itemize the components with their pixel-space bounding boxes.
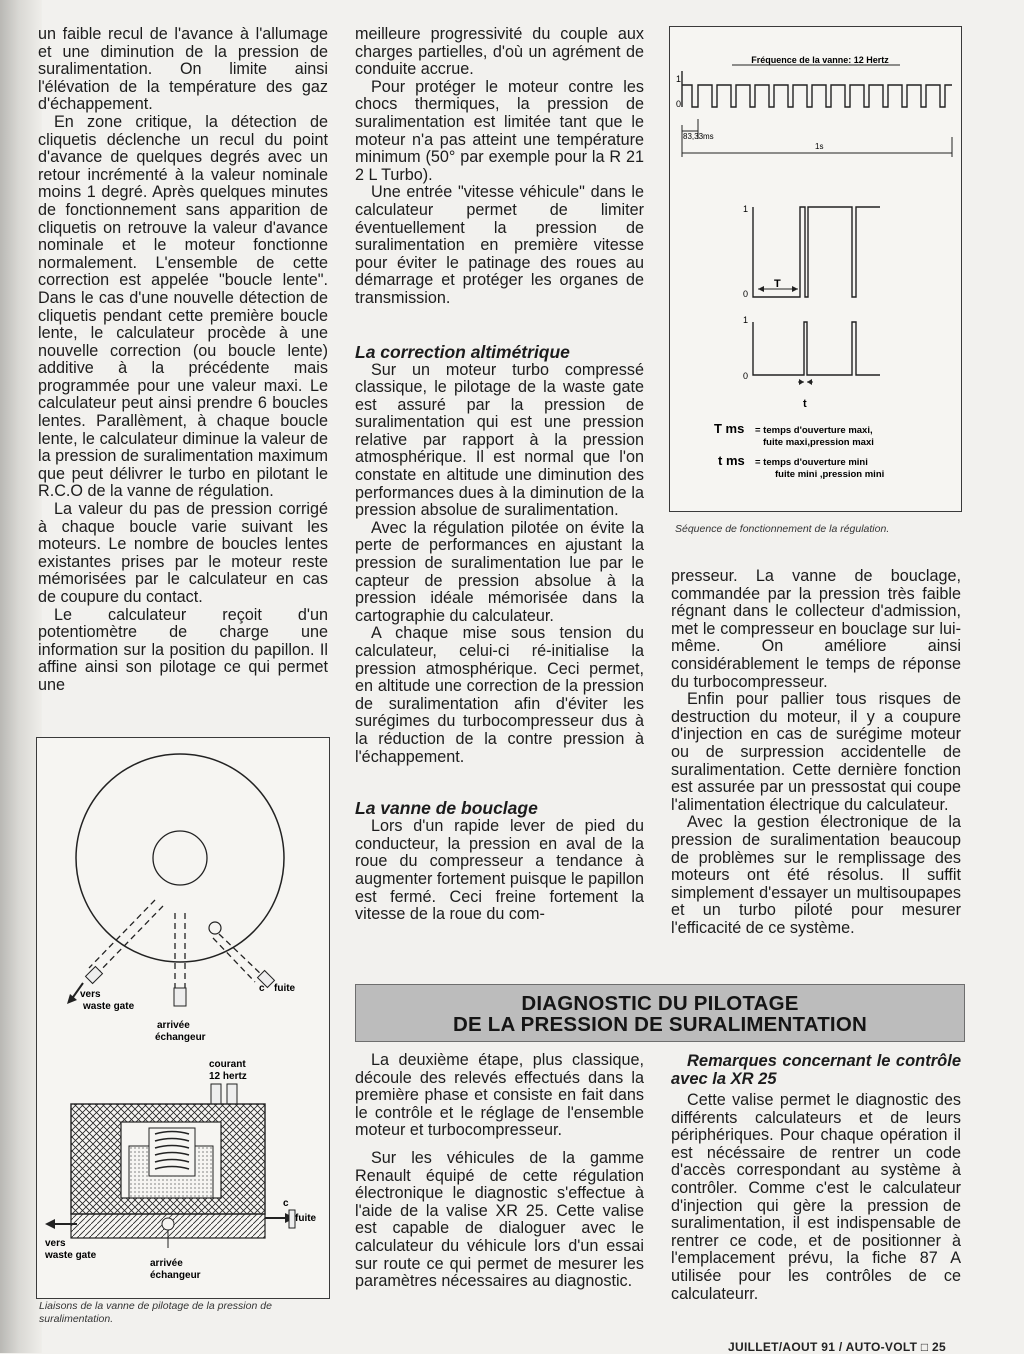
t-label: t <box>803 398 807 410</box>
level-1-label: 1 <box>676 74 682 84</box>
min-opening-wave <box>753 322 880 375</box>
paragraph: La deuxième étape, plus classique, découle des relevés effectués dans la première phase et consiste en fait dans le contrôle et le réglage de l'ensemble moteur et turbocompresseur. <box>355 1051 644 1140</box>
paragraph: La valeur du pas de pression corrigé à chaque boucle varie suivant les moteurs. Le nombre de boucles lentes existantes prises par le moteur reste mémorisées par le calculateur en cas de coupure du contact. <box>38 500 328 606</box>
legend-T-text: fuite maxi,pression maxi <box>763 437 874 448</box>
period-label: 83,33ms <box>683 132 714 141</box>
label-c: c <box>283 1198 289 1209</box>
banner-line-2: DE LA PRESSION DE SURALIMENTATION <box>453 1013 867 1036</box>
paragraph: meilleure progressivité du couple aux charges partielles, d'où un agrément de conduite accrue. <box>355 25 644 79</box>
column-2 <box>355 26 644 924</box>
label-courant: courant <box>209 1059 246 1070</box>
figure-caption: Séquence de fonctionnement de la régulation. <box>675 523 890 535</box>
valve-diagram-figure <box>36 737 330 1299</box>
paragraph: presseur. La vanne de bouclage, commandée par la pression très faible régnant dans le collecteur d'admission, met le compresseur en bouclage sur lui-même. On améliore ainsi considérablement le temps de réponse du turbocompresseur. <box>671 567 961 691</box>
level-0-label: 0 <box>743 289 749 299</box>
label-hertz: 12 hertz <box>209 1071 247 1082</box>
legend-T-text: = temps d'ouverture maxi, <box>755 425 873 436</box>
pwm-12hz-wave <box>682 71 952 107</box>
figure-caption: Liaisons de la vanne de pilotage de la pression de suralimentation. <box>39 1300 272 1325</box>
label-echangeur: échangeur <box>150 1270 201 1281</box>
valve-diagram <box>37 738 329 1298</box>
paragraph: Le calculateur reçoit d'un potentiomètre de charge une information sur la position du papillon. Il affine ainsi son pilotage ce qui permet une <box>38 605 328 694</box>
paragraph: Cette valise permet le diagnostic des différents calculateurs et de leurs périphériques. Pour chaque opération il est nécéssaire de rentrer un code d'accès correspondant au système à contrôler. Comme c'est le calculateur d'injection qui gère la pression de suralimentation, il est indispensable de rentrer ce code, et de positionner à l'emplacement prévu, la fiche 87 A utilisée pour les contrôles de ce calculateurr. <box>671 1091 961 1303</box>
legend-t-text: = temps d'ouverture mini <box>755 457 868 468</box>
section-banner <box>355 984 965 1042</box>
paragraph: Avec la gestion électronique de la pression de suralimentation beaucoup de problèmes sur le remplissage des moteurs ont été résolus. Il suffit simplement d'essayer un multisoupapes et un turbo piloté pour mesurer l'efficacité de ce système. <box>671 813 961 937</box>
page-footer: JUILLET/AOUT 91 / AUTO-VOLT □ 25 <box>728 1340 946 1354</box>
label-vers: vers <box>45 1238 66 1249</box>
timing-diagram <box>670 27 961 511</box>
max-opening-wave <box>753 207 880 297</box>
label-vers: vers <box>80 989 101 1000</box>
legend-t-text: fuite mini ,pression mini <box>775 469 885 480</box>
level-1-label: 1 <box>743 315 749 325</box>
paragraph: Sur les véhicules de la gamme Renault équipé de cette régulation électronique le diagnostic s'effectue à l'aide de la valise XR 25. Cette valise est capable de dialoguer avec le calculateur du véhicule lors d'un essai sur route ce qui permet de mesurer les paramètres nécessaires au diagnostic. <box>355 1148 644 1291</box>
diagnostic-column-1 <box>355 1052 644 1291</box>
column-3 <box>671 568 961 937</box>
paragraph: En zone critique, la détection de cliquetis déclenche un recul du point d'avance de quelques degrés avec un retour incrémenté à la valeur nominale moins 1 degré. Après quelques minutes de fonctionnement sans apparition de cliquetis on retrouve la valeur d'avance nominale et le moteur fonctionne normalement. L'ensemble de cette correction est appelée "boucle lente". Dans le cas d'une nouvelle détection de cliquetis pendant cette première boucle lente, le calculateur procède à une nouvelle correction (ou boucle lente) additive à la précédente mais programmée pour une valeur maxi. Le calculateur peut ainsi prendre 6 boucles lentes. Parallèment, à chaque boucle lente, le calculateur diminue la valeur de la pression de suralimentation maximum que peut délivrer le turbo en pilotant le R.C.O de la vanne de régulation. <box>38 112 328 501</box>
level-0-label: 0 <box>676 99 682 109</box>
section-heading: La correction altimétrique <box>355 341 570 362</box>
banner-line-1: DIAGNOSTIC DU PILOTAGE <box>521 992 799 1015</box>
paragraph: Enfin pour pallier tous risques de destruction du moteur, il y a coupure d'injection en cas de surégime moteur ou de surpression accidentelle de suralimentation. Cette dernière fonction est assurée par un pressostat qui coupe l'alimentation électrique du calculateur. <box>671 690 961 814</box>
column-1 <box>38 26 328 695</box>
paragraph: un faible recul de l'avance à l'allumage et une diminution de la pression de suralimentation. On limite ainsi l'élévation de la température des gaz d'échappement. <box>38 25 328 114</box>
legend-T-symbol: T ms <box>714 421 745 436</box>
level-1-label: 1 <box>743 204 749 214</box>
paragraph: Lors d'un rapide lever de pied du conducteur, la pression en aval de la roue du compresseur a tendance à augmenter fortement puisque le papillon est fermé. Ceci freine fortement la vitesse de la roue du com- <box>355 817 644 924</box>
label-fuite: fuite <box>274 983 296 994</box>
disc-outline <box>76 754 284 962</box>
label-echangeur: échangeur <box>155 1032 206 1043</box>
paragraph: Avec la régulation pilotée on évite la perte de performances en ajustant la pression de suralimentation lue par le capteur de pression absolue à la pression idéale mémorisée dans la cartographie du calculateur. <box>355 518 644 625</box>
diagnostic-column-2 <box>671 1052 961 1303</box>
T-label: T <box>774 278 781 290</box>
paragraph: Une entrée "vitesse véhicule" dans le calculateur permet de limiter éventuellement la pression de suralimentation en première vitesse pour éviter le patinage des roues au démarrage et protéger les organes de transmission. <box>355 183 644 307</box>
label-arrivee: arrivée <box>157 1020 190 1031</box>
section-heading: La vanne de bouclage <box>355 798 538 819</box>
timing-diagram-figure <box>669 26 962 512</box>
level-0-label: 0 <box>743 371 749 381</box>
label-arrivee: arrivée <box>150 1258 183 1269</box>
one-second-label: 1s <box>815 142 824 151</box>
label-c: c <box>259 983 265 994</box>
label-fuite: fuite <box>295 1213 317 1224</box>
frequency-label: Fréquence de la vanne: 12 Hertz <box>751 55 889 65</box>
label-waste-gate: waste gate <box>45 1250 97 1261</box>
legend-t-symbol: t ms <box>718 453 745 468</box>
label-waste-gate: waste gate <box>83 1001 135 1012</box>
disc-hub <box>153 831 207 885</box>
paragraph: Pour protéger le moteur contre les chocs thermiques, la pression de suralimentation est limitée tant que le moteur n'a pas atteint une température minimum (50° par exemple pour la R 21 2 L Turbo). <box>355 77 644 184</box>
subsection-heading: Remarques concernant le contrôle avec la XR 25 <box>671 1052 961 1088</box>
paragraph: Sur un moteur turbo compressé classique, le pilotage de la waste gate est assuré par la pression de suralimentation qui est une pression relative par rapport à la pression atmosphérique. Il est normal que l'on constate en altitude une diminution des performances dues à la diminution de la pression absolue de suralimentation. <box>355 360 644 520</box>
paragraph: A chaque mise sous tension du calculateur, celui-ci ré-initialise la pression atmosphérique. Ceci permet, en altitude une correction de la pression de suralimentation afin d'éviter les surégimes du turbocompresseur dus à la réduction de la contre pression à l'échappement. <box>355 624 644 766</box>
